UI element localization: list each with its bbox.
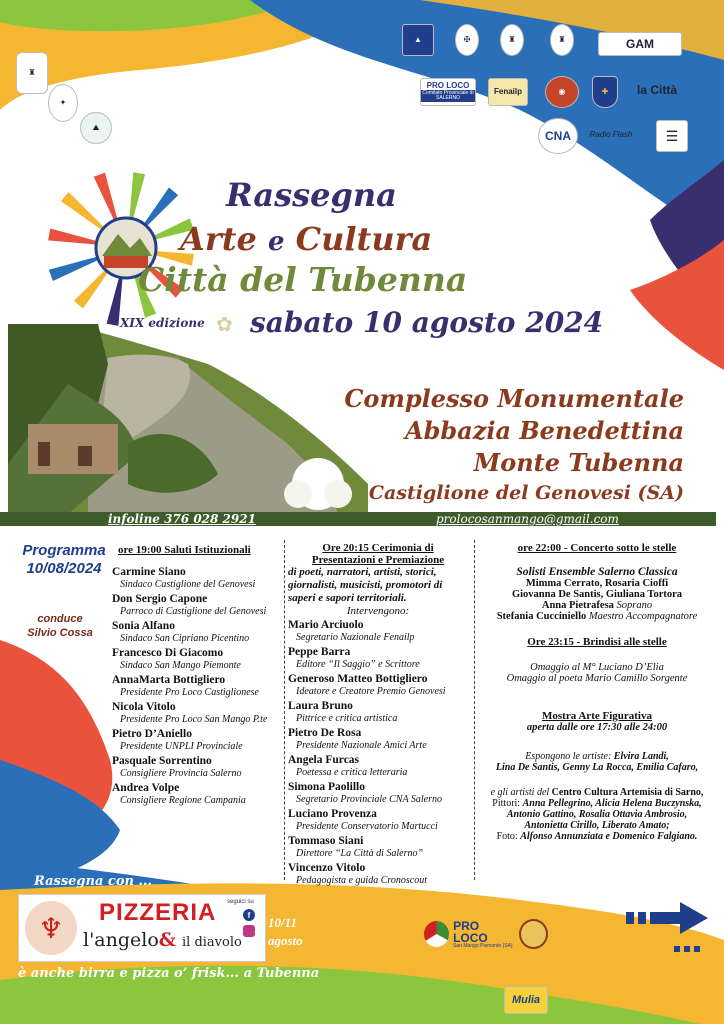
speaker-name: Peppe Barra <box>288 646 351 658</box>
la-citta-logo: la Città <box>636 83 677 97</box>
speaker-name: Don Sergio Capone <box>112 593 208 605</box>
municipality-crest-logo-2: ♜ <box>550 24 574 56</box>
col2-heading-1: Ore 20:15 Cerimonia di <box>322 542 434 554</box>
fenailp-logo: Fenailp <box>488 78 528 106</box>
saint-medallion-logo: ✦ <box>48 84 78 122</box>
title-rassegna: Rassegna <box>226 176 397 214</box>
venue-line-4: Castiglione del Genovesi (SA) <box>368 482 684 504</box>
centro-artemisia: Centro Cultura Artemisia di Sarno, <box>551 787 704 798</box>
foto-lead: Foto: <box>496 831 518 842</box>
speaker-role: Poetessa e critica letteraria <box>296 767 408 778</box>
shield-logo: ✚ <box>592 76 618 108</box>
speaker-role: Presidente Nazionale Amici Arte <box>296 740 427 751</box>
col2-heading-2: Presentazioni e Premiazione <box>311 554 445 566</box>
speaker-role: Consigliere Regione Campania <box>120 795 246 806</box>
gam-conservatory-logo: GAM <box>598 32 682 56</box>
speaker-role: Sindaco Castiglione del Genovesi <box>120 579 256 590</box>
speaker-role: Sindaco San Cipriano Picentino <box>120 633 250 644</box>
footer-tagline: è anche birra e pizza o’ frisk... a Tubenna <box>18 966 320 981</box>
speaker-name: Tommaso Siani <box>288 835 364 847</box>
espongono-names-2: Lina De Santis, Genny La Rocca, Emilia Cafaro, <box>495 762 699 773</box>
col1-heading: ore 19:00 Saluti Istituzionali <box>118 544 251 556</box>
speaker-name: Pietro De Rosa <box>288 727 362 739</box>
maestro-role: Maestro Accompagnatore <box>588 611 698 622</box>
instagram-icon[interactable] <box>243 925 255 937</box>
proloco-comitato-logo <box>420 78 476 106</box>
title-e: e <box>267 227 285 257</box>
speaker-name: Pietro D’Aniello <box>112 728 192 740</box>
col2-intro: di poeti, narratori, artisti, storici, giornalisti, musicisti, promotori di saperi e sapori territoriali. <box>288 566 443 604</box>
mulia-logo: Mulia <box>504 986 548 1014</box>
seguici-label: seguici su <box>227 899 254 905</box>
pizzeria-title: PIZZERIA <box>99 899 217 926</box>
cerimonia-column <box>288 542 468 889</box>
proloco-flag-icon <box>424 921 449 947</box>
proloco-san-mango-logo <box>424 918 548 950</box>
san-mango-seal-icon <box>519 919 548 949</box>
col2-intervengono: Intervengono: <box>346 605 410 617</box>
foto-names: Alfonso Annunziata e Domenico Falgiano. <box>520 831 698 842</box>
pizzeria-ad <box>18 894 266 962</box>
speaker-role: Pittrice e critica artistica <box>296 713 398 724</box>
speaker-name: Simona Paolillo <box>288 781 365 793</box>
conduce-label: conduce <box>37 613 83 625</box>
dates-line-2: agosto <box>268 933 303 948</box>
soprano-line <box>478 600 716 611</box>
speaker-name: Mario Arciuolo <box>288 619 364 631</box>
speaker-role: Presidente UNPLI Provinciale <box>120 741 243 752</box>
speaker-name: Andrea Volpe <box>112 782 180 794</box>
speaker-name: Sonia Alfano <box>112 620 175 632</box>
edition-label: XIX edizione <box>120 316 205 330</box>
dates-line-1: 10/11 <box>268 915 297 930</box>
concerto-column <box>478 542 716 842</box>
ensemble-name: Solisti Ensemble Salerno Classica <box>516 566 678 578</box>
column-divider-2 <box>474 540 475 880</box>
speaker-name: Nicola Vitolo <box>112 701 176 713</box>
speaker-role: Sindaco San Mango Piemonte <box>120 660 241 671</box>
singers-2: Giovanna De Santis, Giuliana Tortora <box>511 589 683 600</box>
title-citta: Città del Tubenna <box>138 260 468 299</box>
venue-line-1: Complesso Monumentale <box>344 384 684 413</box>
saluti-column <box>112 544 280 809</box>
pittori-names-3: Antonietta Cirillo, Liberato Amato; <box>524 820 670 831</box>
speaker-name: Angela Furcas <box>288 754 360 766</box>
programma-title: Programma <box>22 542 106 559</box>
town-crest-left-logo: ♜ <box>16 52 48 94</box>
pittori-names-1: Anna Pellegrino, Alicia Helena Buczynska, <box>522 798 702 809</box>
venue-line-3: Monte Tubenna <box>473 448 684 477</box>
title-arte-cultura <box>180 220 432 258</box>
speaker-role: Consigliere Provincia Salerno <box>120 768 242 779</box>
proloco-comitato-sub: Comitato Provinciale di SALERNO <box>422 90 474 101</box>
gli-artisti: e gli artisti del <box>490 787 550 798</box>
monte-tubenna-photo <box>8 324 368 514</box>
info-band <box>0 512 716 526</box>
event-date: sabato 10 agosto 2024 <box>250 306 604 339</box>
speaker-role: Presidente Pro Loco San Mango P.te <box>120 714 268 725</box>
arrow-right-icon <box>622 898 716 958</box>
singers-1: Mimma Cerrato, Rosaria Cioffi <box>525 578 669 589</box>
omaggio-2: Omaggio al poeta Mario Camillo Sorgente <box>506 673 688 684</box>
proloco-comitato-text: PRO LOCO <box>426 81 470 90</box>
speaker-role: Presidente Conservatorio Martucci <box>296 821 438 832</box>
speaker-name: Carmine Siano <box>112 566 186 578</box>
maestro-line <box>478 611 716 622</box>
infoline: infoline 376 028 2921 <box>108 512 256 526</box>
speaker-role: Presidente Pro Loco Castiglionese <box>120 687 259 698</box>
municipality-crest-logo: ♜ <box>500 24 524 56</box>
grid-logo: ☰ <box>656 120 688 152</box>
speaker-role: Editore “Il Saggio” e Scrittore <box>296 659 420 670</box>
espongono-names-1: Elvira Landi, <box>613 751 669 762</box>
speaker-role: Ideatore e Creatore Premio Genovesi <box>296 686 446 697</box>
col3-heading-3: Mostra Arte Figurativa <box>542 710 652 722</box>
artemisia-line <box>478 787 716 798</box>
seal-logo: ◉ <box>545 76 579 108</box>
speaker-role: Parroco di Castiglione del Genovesi <box>120 606 267 617</box>
cna-logo: CNA <box>538 118 578 154</box>
speaker-name: Luciano Provenza <box>288 808 377 820</box>
angelo-word: l'angelo <box>83 929 159 951</box>
col3-heading-2: Ore 23:15 - Brindisi alle stelle <box>527 636 667 648</box>
host-name: Silvio Cossa <box>27 627 93 639</box>
espongono-line-1 <box>478 751 716 762</box>
pittori-line-1 <box>478 798 716 809</box>
contact-email[interactable]: prolocosanmango@gmail.com <box>436 512 619 526</box>
host-label <box>12 612 108 640</box>
maestro-name: Stefania Cucciniello <box>496 611 587 622</box>
speaker-role: Segretario Provinciale CNA Salerno <box>296 794 443 805</box>
province-crest-logo: ✠ <box>455 24 479 56</box>
speaker-role: Pedagogista e guida Cronoscout <box>296 875 428 886</box>
pittori-names-2: Antonio Gattino, Rosalia Ottavia Ambrosio, <box>506 809 688 820</box>
pizzeria-subtitle <box>83 929 242 951</box>
programma-label <box>14 542 114 578</box>
campania-region-logo: ▲ <box>402 24 434 56</box>
cerimonia-list <box>288 619 468 887</box>
speaker-name: Francesco Di Giacomo <box>112 647 224 659</box>
speaker-name: Laura Bruno <box>288 700 353 712</box>
pittori-lead: Pittori: <box>492 798 521 809</box>
venue-line-2: Abbazia Benedettina <box>405 416 684 445</box>
radio-flash-logo: Radio Flash <box>589 130 633 139</box>
speaker-name: Pasquale Sorrentino <box>112 755 212 767</box>
soprano-name: Anna Pietrafesa <box>541 600 614 611</box>
column-divider-1 <box>284 540 285 880</box>
proloco-text: PRO LOCO <box>453 918 488 945</box>
saluti-list <box>112 566 280 807</box>
devil-mascot-icon: ♆ <box>25 901 77 955</box>
col3-heading-1: ore 22:00 - Concerto sotto le stelle <box>517 542 677 554</box>
flower-icon: ✿ <box>216 312 233 336</box>
title-arte: Arte <box>180 220 257 258</box>
rassegna-con-label: Rassegna con ... <box>34 874 153 889</box>
speaker-role: Direttore “La Città di Salerno” <box>296 848 424 859</box>
proloco-subtext: San Mango Piemonte (SA) <box>453 942 513 949</box>
mostra-hours: aperta dalle ore 17:30 alle 24:00 <box>526 722 668 733</box>
proloco-castiglione-logo: ⛰ <box>80 112 112 144</box>
pizzeria-dates <box>268 914 303 950</box>
speaker-name: Generoso Matteo Bottigliero <box>288 673 428 685</box>
ampersand: & <box>158 929 176 951</box>
foto-line <box>478 831 716 842</box>
speaker-name: Vincenzo Vitolo <box>288 862 366 874</box>
facebook-icon[interactable]: f <box>243 909 255 921</box>
soprano-role: Soprano <box>616 600 653 611</box>
programma-date: 10/08/2024 <box>26 560 102 577</box>
diavolo-word: il diavolo <box>182 935 242 950</box>
title-cultura: Cultura <box>295 220 433 258</box>
omaggio-1: Omaggio al M° Luciano D’Elia <box>530 662 664 673</box>
speaker-role: Segretario Nazionale Fenailp <box>296 632 415 643</box>
speaker-name: AnnaMarta Bottigliero <box>112 674 226 686</box>
espongono-lead: Espongono le artiste: <box>525 751 612 762</box>
